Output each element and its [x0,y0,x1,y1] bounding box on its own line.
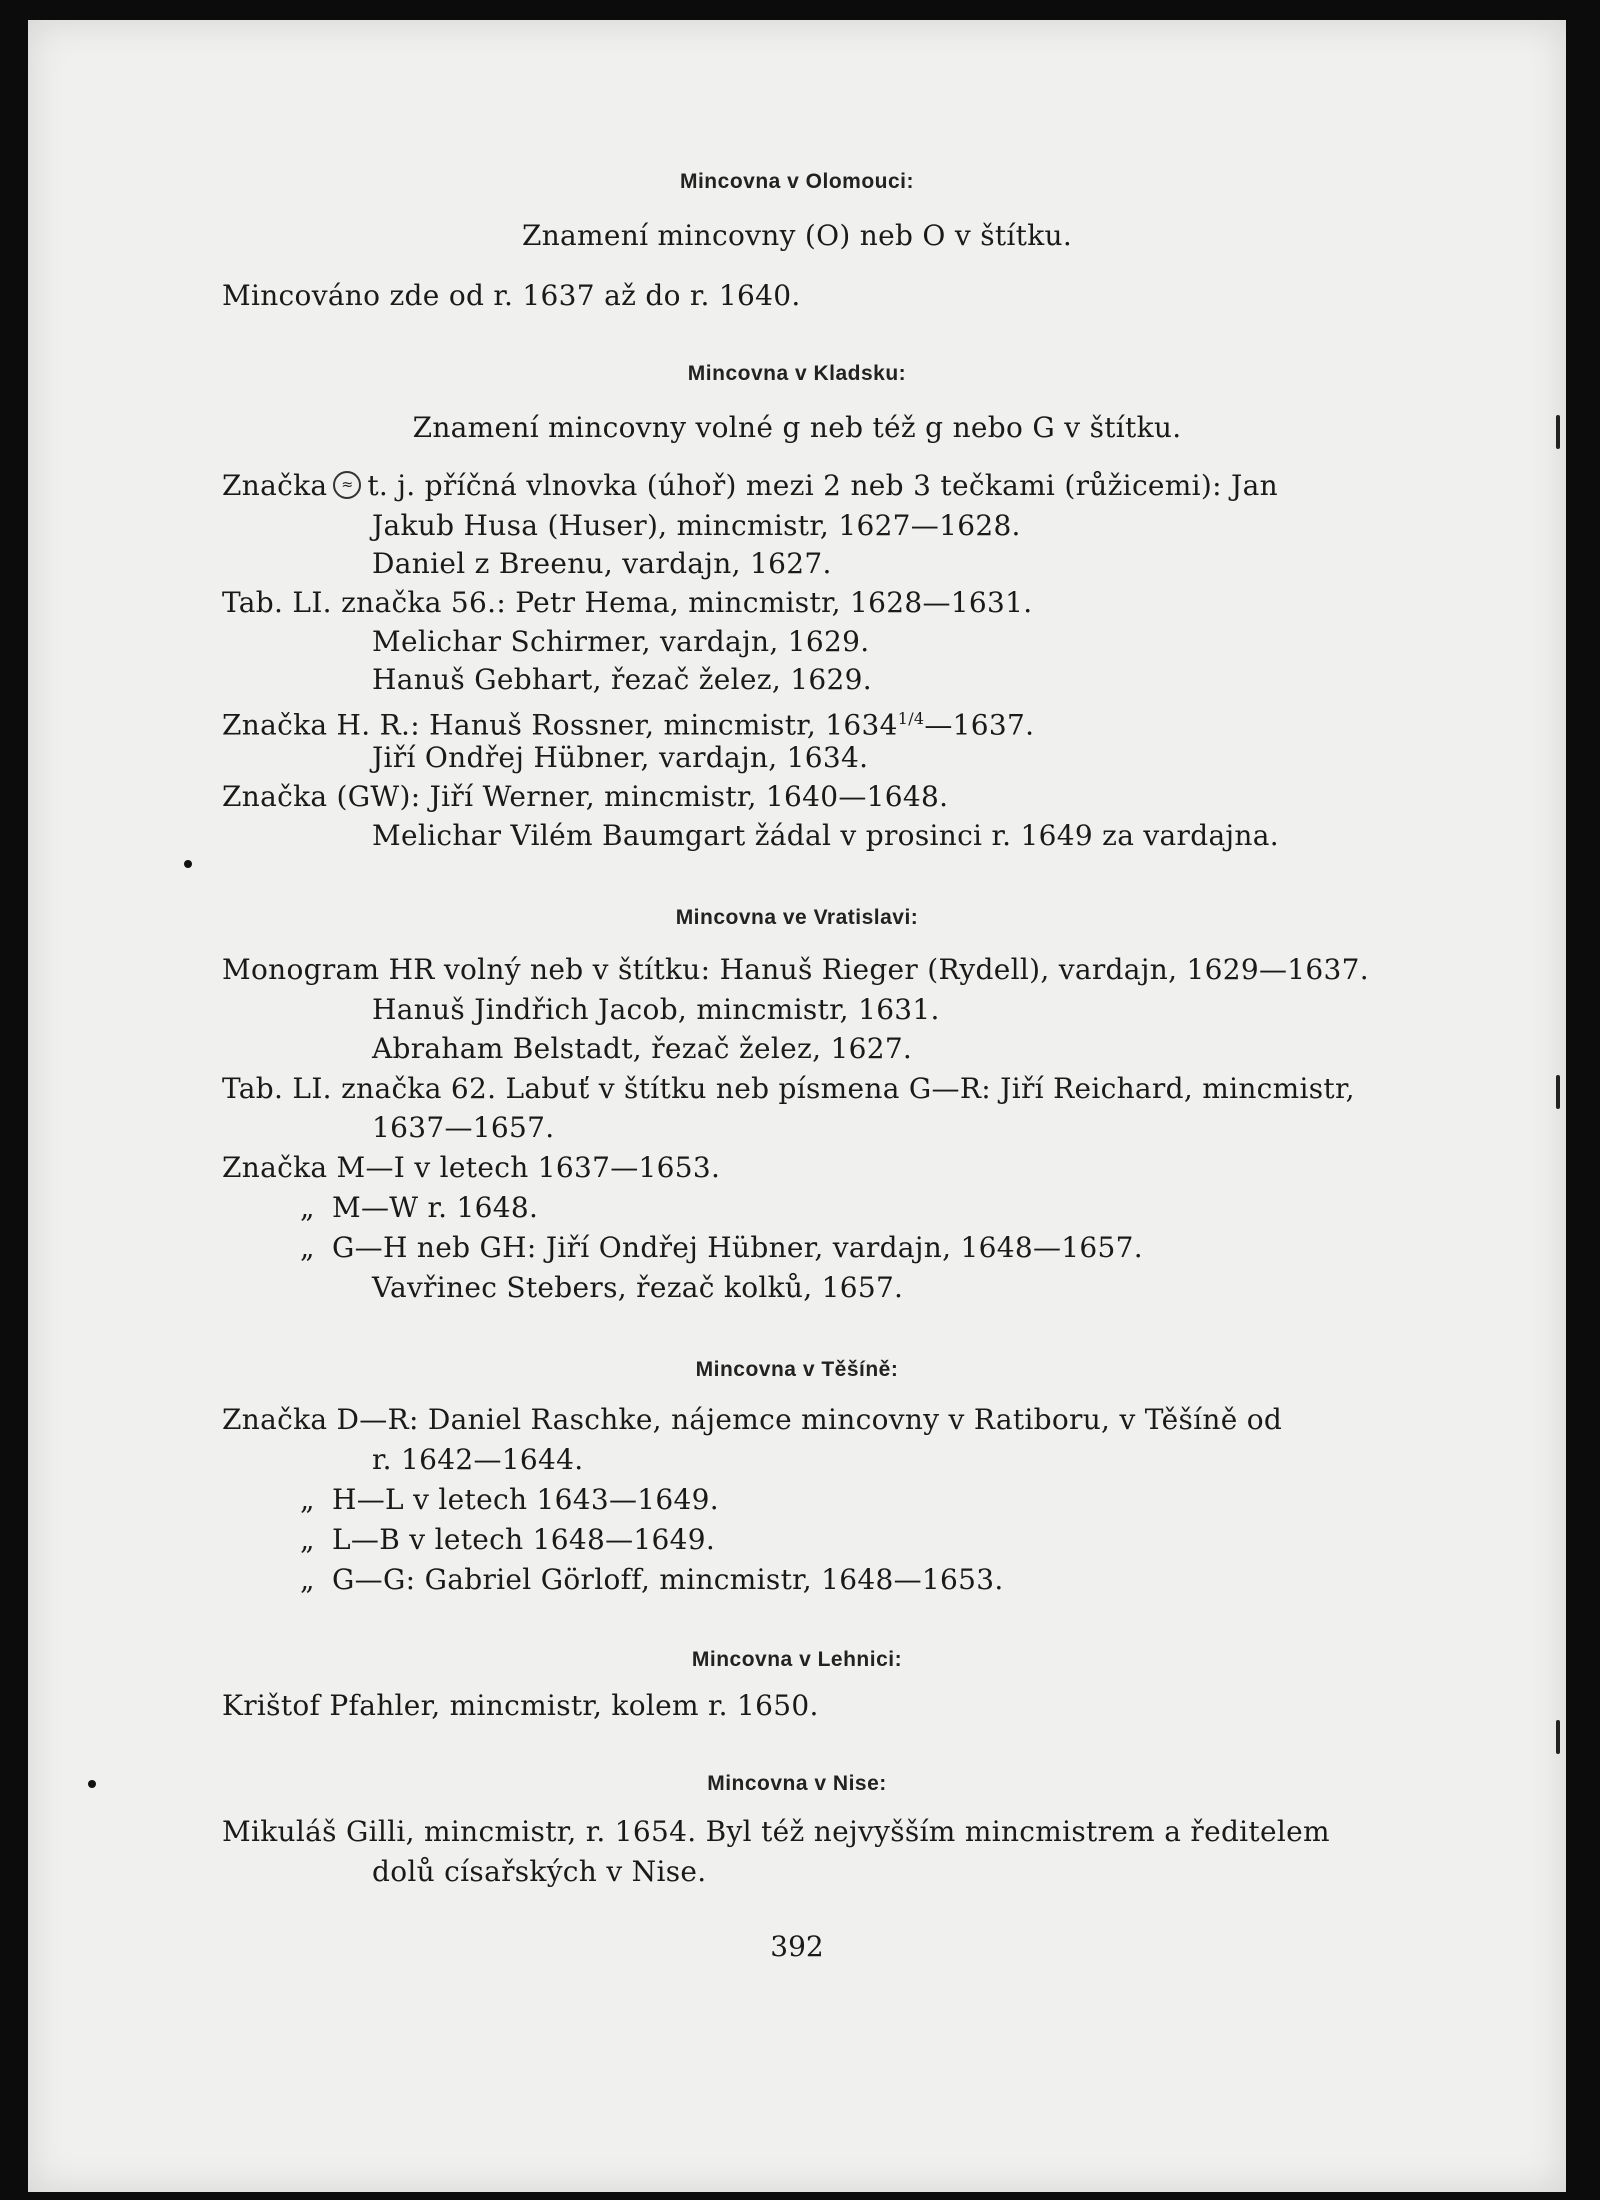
tesin-line-3: H—L v letech 1643—1649. [332,1483,719,1516]
scan-speck [184,860,192,868]
kladsko-line-7-end: —1637. [924,708,1035,742]
page-number: 392 [770,1930,824,1963]
vratislav-line-5: 1637—1657. [372,1111,555,1144]
vratislav-line-1: Monogram HR volný neb v štítku: Hanuš Rieger (Rydell), vardajn, 1629—1637. [222,953,1369,986]
lehnice-line-1: Krištof Pfahler, mincmistr, kolem r. 1650. [222,1689,819,1722]
heading-tesin: Mincovna v Těšíně: [695,1358,899,1381]
vratislav-line-7-ditto: „ [300,1191,315,1224]
kladsko-line-3: Daniel z Breenu, vardajn, 1627. [372,547,832,580]
kladsko-line-7-text: Značka H. R.: Hanuš Rossner, mincmistr, 1634 [222,708,898,742]
olomouc-line-1: Znamení mincovny (O) neb O v štítku. [521,219,1073,252]
kladsko-line-1 [222,468,1278,504]
vratislav-line-2: Hanuš Jindřich Jacob, mincmistr, 1631. [372,993,940,1026]
kladsko-intro: Znamení mincovny volné g neb též g nebo G v štítku. [412,411,1182,444]
tesin-line-1: Značka D—R: Daniel Raschke, nájemce mincovny v Ratiboru, v Těšíně od [222,1403,1283,1436]
vratislav-line-7: M—W r. 1648. [332,1191,539,1224]
vratislav-line-3: Abraham Belstadt, řezač želez, 1627. [372,1032,913,1065]
kladsko-line-8: Jiří Ondřej Hübner, vardajn, 1634. [372,741,869,774]
kladsko-line-10: Melichar Vilém Baumgart žádal v prosinci r. 1649 za vardajna. [372,819,1279,852]
heading-lehnice: Mincovna v Lehnici: [691,1648,903,1671]
tesin-line-2: r. 1642—1644. [372,1443,584,1476]
tesin-line-5-ditto: „ [300,1563,315,1596]
kladsko-line-1-label: Značka [222,469,328,502]
tesin-line-4-ditto: „ [300,1523,315,1556]
kladsko-line-1-text: t. j. příčná vlnovka (úhoř) mezi 2 neb 3 tečkami (růžicemi): Jan [367,469,1278,502]
kladsko-line-9: Značka (GW): Jiří Werner, mincmistr, 1640—1648. [222,780,949,813]
vratislav-line-6: Značka M—I v letech 1637—1653. [222,1151,721,1184]
heading-vratislav: Mincovna ve Vratislavi: [675,906,919,929]
scan-speck [88,1780,96,1788]
kladsko-line-7-fraction: 1/4 [897,709,925,728]
scan-edge-mark [1556,1720,1560,1754]
heading-olomouc: Mincovna v Olomouci: [679,170,915,193]
kladsko-line-2: Jakub Husa (Huser), mincmistr, 1627—1628. [372,509,1021,542]
kladsko-line-5: Melichar Schirmer, vardajn, 1629. [372,625,870,658]
tesin-line-4: L—B v letech 1648—1649. [332,1523,716,1556]
heading-nisa: Mincovna v Nise: [707,1772,887,1795]
kladsko-line-4: Tab. LI. značka 56.: Petr Hema, mincmistr, 1628—1631. [222,586,1033,619]
vratislav-line-8-ditto: „ [300,1231,315,1264]
wave-mark-icon: ≈ [333,471,361,499]
heading-kladsko: Mincovna v Kladsku: [687,362,907,385]
kladsko-line-7 [222,701,1034,743]
vratislav-line-8: G—H neb GH: Jiří Ondřej Hübner, vardajn, 1648—1657. [332,1231,1143,1264]
olomouc-line-2: Mincováno zde od r. 1637 až do r. 1640. [222,279,801,312]
nisa-line-1: Mikuláš Gilli, mincmistr, r. 1654. Byl též nejvyšším mincmistrem a ředitelem [222,1815,1330,1848]
vratislav-line-9: Vavřinec Stebers, řezač kolků, 1657. [372,1271,904,1304]
nisa-line-2: dolů císařských v Nise. [372,1855,707,1888]
vratislav-line-4: Tab. LI. značka 62. Labuť v štítku neb písmena G—R: Jiří Reichard, mincmistr, [222,1072,1355,1105]
document-page [28,20,1566,2192]
tesin-line-5: G—G: Gabriel Görloff, mincmistr, 1648—1653. [332,1563,1004,1596]
scan-edge-mark [1556,415,1560,449]
kladsko-line-6: Hanuš Gebhart, řezač želez, 1629. [372,663,872,696]
tesin-line-3-ditto: „ [300,1483,315,1516]
scan-edge-mark [1556,1075,1560,1109]
